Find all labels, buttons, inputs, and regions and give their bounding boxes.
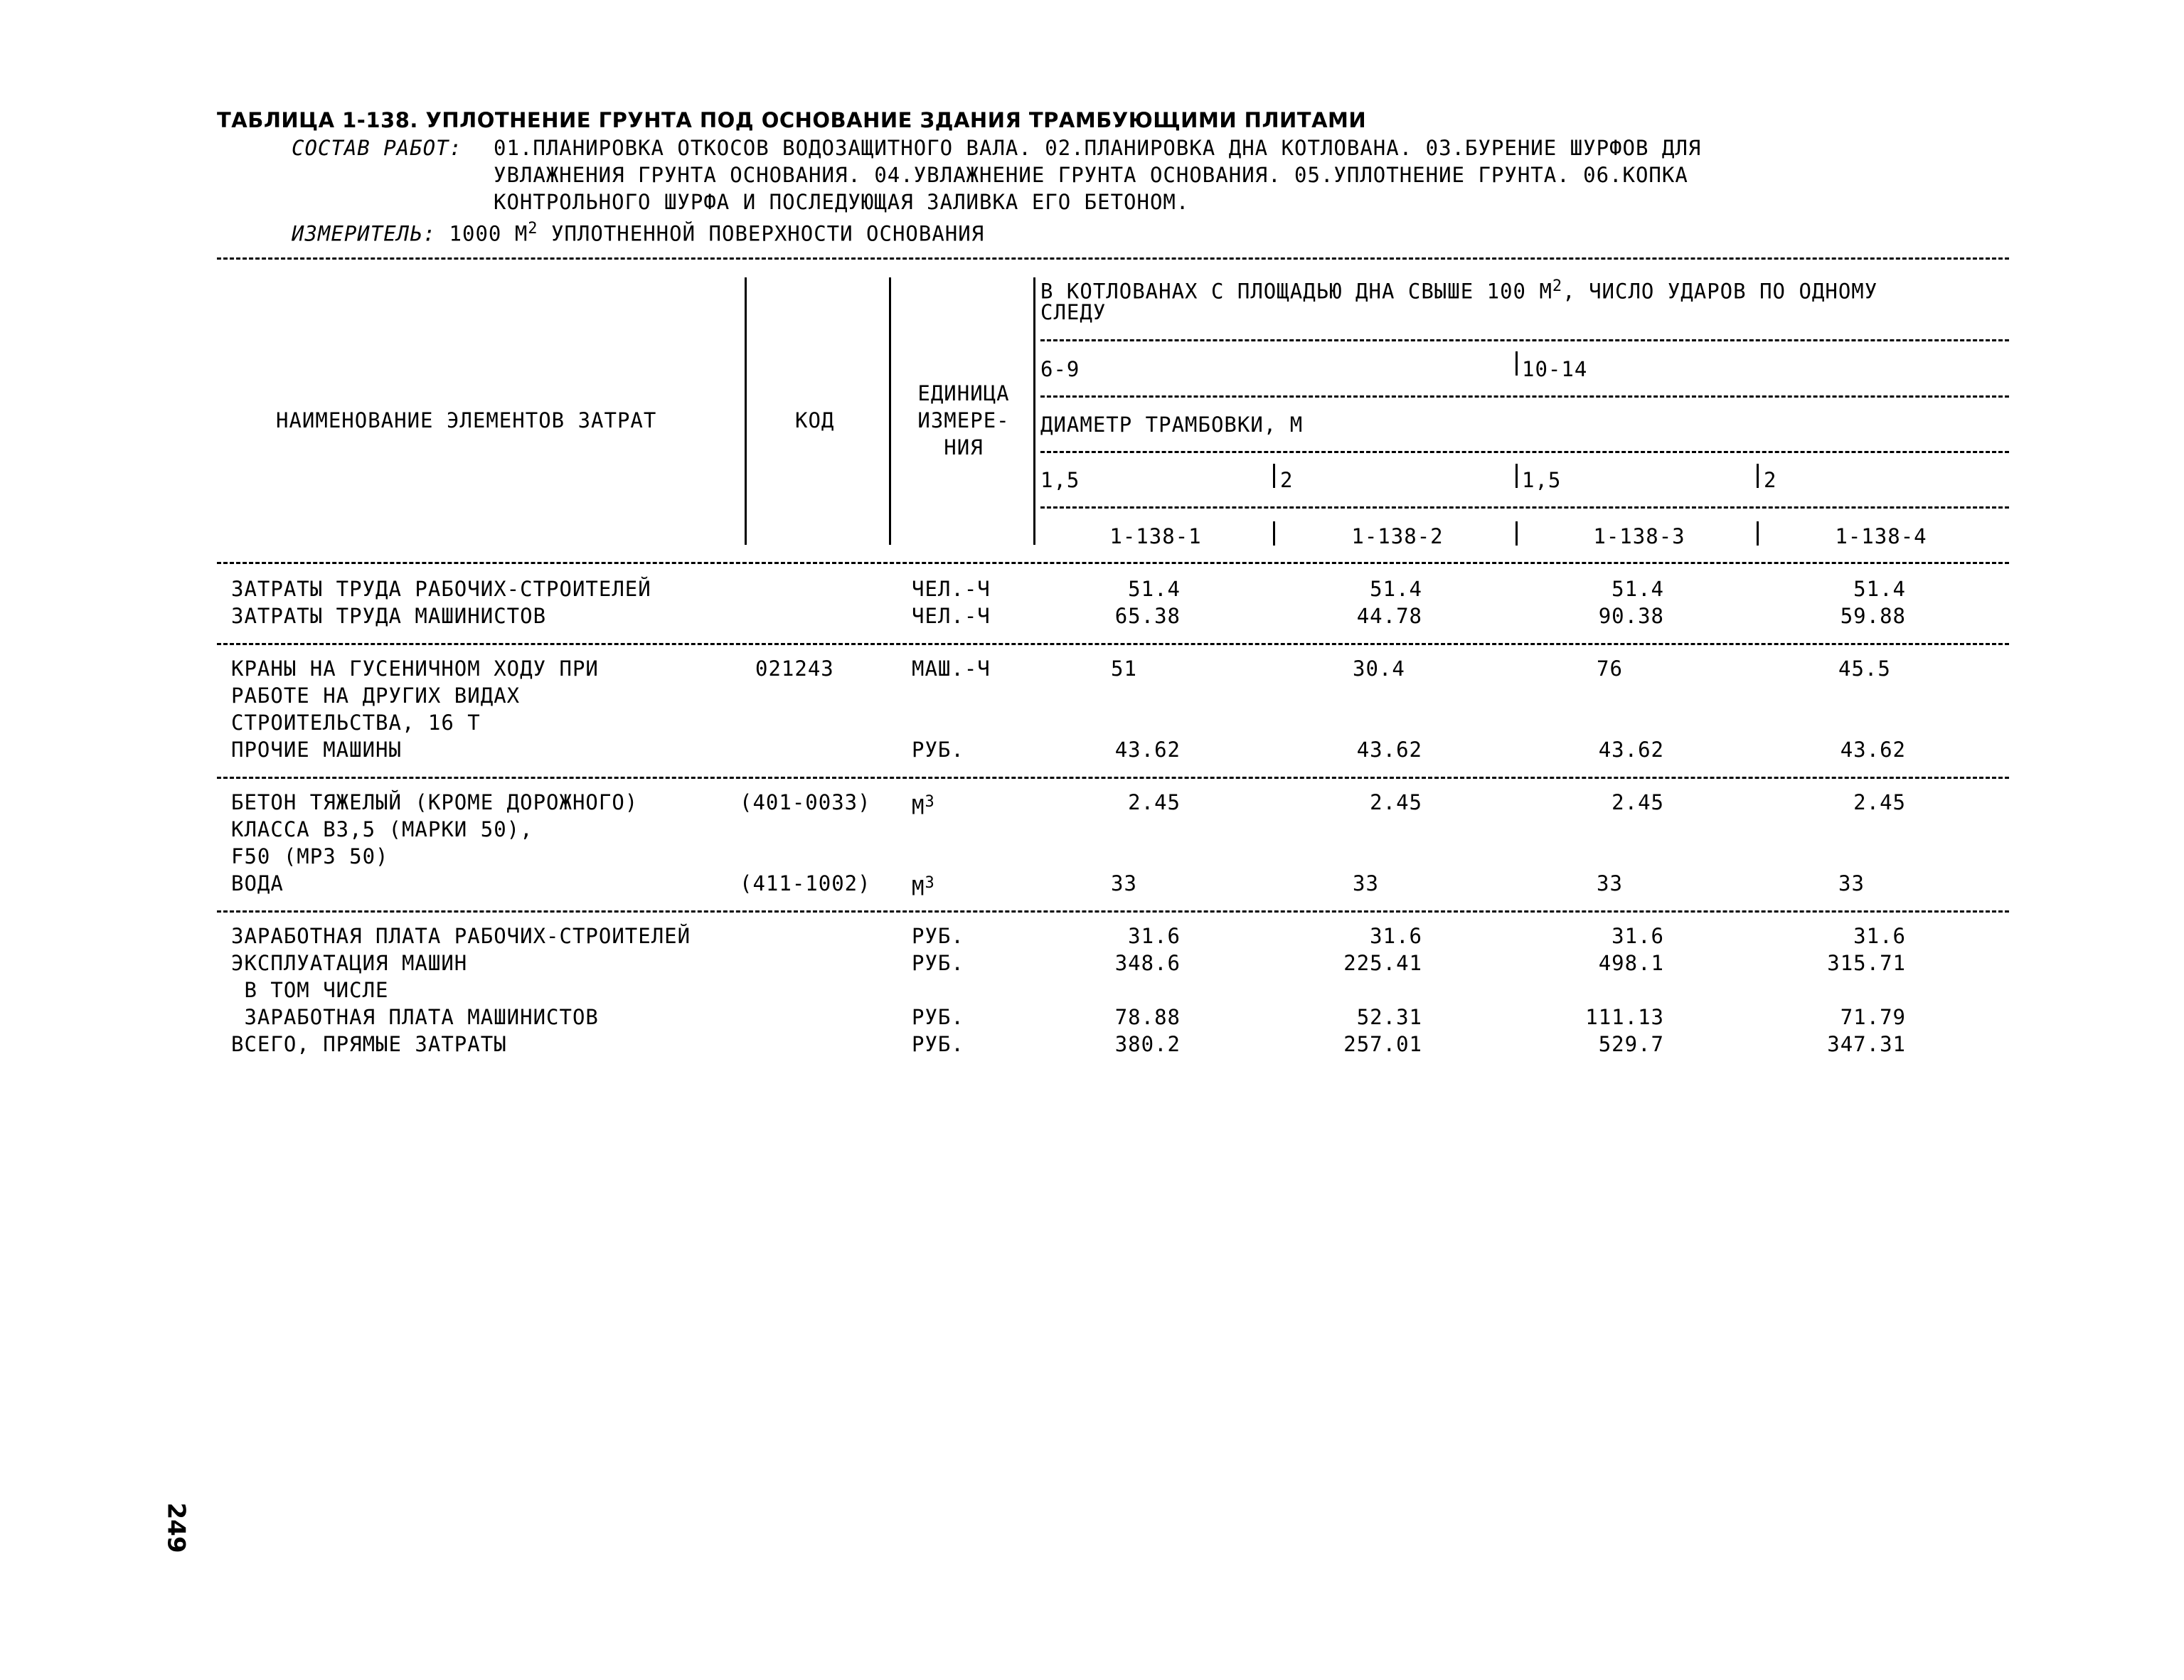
- work-composition-line-3: КОНТРОЛЬНОГО ШУРФА И ПОСЛЕДУЮЩАЯ ЗАЛИВКА ЕГО БЕТОНОМ.: [494, 190, 1190, 214]
- page-number: 249: [161, 1502, 191, 1553]
- row-unit: [912, 871, 935, 900]
- header-unit-2: ИЗМЕРЕ-: [917, 408, 1010, 432]
- header-code-3: 1-138-3: [1593, 524, 1685, 548]
- rule-group-2: [217, 777, 2009, 779]
- header-code-2: 1-138-2: [1351, 524, 1444, 548]
- row-value-3: 31.6: [1612, 924, 1664, 948]
- row-value-2: 30.4: [1353, 656, 1405, 681]
- row-unit: ЧЕЛ.-Ч: [912, 577, 991, 601]
- row-value-3: 498.1: [1598, 951, 1664, 975]
- rule-group-1: [217, 643, 2009, 645]
- row-value-4: 45.5: [1838, 656, 1891, 681]
- row-value-2: 52.31: [1356, 1005, 1422, 1029]
- rule-header-bottom: [217, 562, 2009, 564]
- row-unit: РУБ.: [912, 1032, 964, 1056]
- row-unit: РУБ.: [912, 738, 964, 762]
- header-code-4: 1-138-4: [1835, 524, 1927, 548]
- row-value-2: 51.4: [1370, 577, 1422, 601]
- table-title: ТАБЛИЦА 1-138. УПЛОТНЕНИЕ ГРУНТА ПОД ОСНОВАНИЕ ЗДАНИЯ ТРАМБУЮЩИМИ ПЛИТАМИ: [217, 108, 1367, 132]
- row-name: ЗАТРАТЫ ТРУДА РАБОЧИХ-СТРОИТЕЛЕЙ: [231, 577, 651, 601]
- row-value-1: 33: [1111, 871, 1137, 895]
- row-value-1: 348.6: [1114, 951, 1181, 975]
- row-value-4: 315.71: [1827, 951, 1906, 975]
- row-value-2: 33: [1353, 871, 1379, 895]
- measure-label: ИЗМЕРИТЕЛЬ:: [292, 221, 437, 246]
- unit-sup: 3: [925, 793, 935, 811]
- row-value-1: 65.38: [1114, 604, 1181, 628]
- row-value-4: 2.45: [1853, 790, 1906, 814]
- rule-h3: [1040, 451, 2009, 453]
- col-sep-d4: [1757, 464, 1759, 488]
- header-group-c: СЛЕДУ: [1040, 300, 1107, 324]
- row-value-4: 347.31: [1827, 1032, 1906, 1056]
- col-sep-d3: [1516, 464, 1518, 488]
- row-value-2: 257.01: [1343, 1032, 1422, 1056]
- row-value-2: 43.62: [1356, 738, 1422, 762]
- header-unit-1: ЕДИНИЦА: [917, 381, 1010, 405]
- header-unit-3: НИЯ: [944, 435, 984, 459]
- row-value-1: 31.6: [1128, 924, 1181, 948]
- measure-value: 1000 М: [449, 221, 528, 246]
- row-value-4: 51.4: [1853, 577, 1906, 601]
- row-name-continued: F50 (МРЗ 50): [231, 844, 389, 868]
- header-group-a: В КОТЛОВАНАХ С ПЛОЩАДЬЮ ДНА СВЫШЕ 100 М: [1040, 279, 1552, 304]
- rule-group-3: [217, 910, 2009, 913]
- col-sep-c4: [1757, 521, 1759, 546]
- col-sep-c2: [1273, 521, 1275, 546]
- row-value-4: 31.6: [1853, 924, 1906, 948]
- header-diam-4: 2: [1764, 468, 1777, 492]
- rule-h4: [1040, 506, 2009, 509]
- header-blows-2: 10-14: [1522, 357, 1588, 381]
- row-value-2: 225.41: [1343, 951, 1422, 975]
- row-value-3: 529.7: [1598, 1032, 1664, 1056]
- col-sep-c3: [1516, 521, 1518, 546]
- row-code: (411-1002): [740, 871, 871, 895]
- row-name: ВОДА: [231, 871, 284, 895]
- row-name: ЗАРАБОТНАЯ ПЛАТА МАШИНИСТОВ: [231, 1005, 599, 1029]
- unit-text: М: [912, 876, 925, 900]
- row-name-including: В ТОМ ЧИСЛЕ: [231, 978, 389, 1002]
- header-code: КОД: [795, 408, 835, 432]
- unit-text: М: [912, 794, 925, 819]
- row-value-3: 33: [1597, 871, 1623, 895]
- row-unit: РУБ.: [912, 951, 964, 975]
- row-unit: РУБ.: [912, 1005, 964, 1029]
- header-name: НАИМЕНОВАНИЕ ЭЛЕМЕНТОВ ЗАТРАТ: [276, 408, 657, 432]
- unit-sup: 3: [925, 874, 935, 892]
- col-sep-blows: [1516, 351, 1518, 376]
- col-sep-name: [745, 277, 747, 545]
- row-unit: ЧЕЛ.-Ч: [912, 604, 991, 628]
- row-name-continued: КЛАССА В3,5 (МАРКИ 50),: [231, 817, 533, 841]
- row-value-3: 43.62: [1598, 738, 1664, 762]
- row-value-1: 51.4: [1128, 577, 1181, 601]
- row-value-4: 33: [1838, 871, 1865, 895]
- row-value-3: 51.4: [1612, 577, 1664, 601]
- row-unit: [912, 790, 935, 819]
- header-group-b: , ЧИСЛО УДАРОВ ПО ОДНОМУ: [1562, 279, 1878, 304]
- work-composition-line-2: УВЛАЖНЕНИЯ ГРУНТА ОСНОВАНИЯ. 04.УВЛАЖНЕНИЕ ГРУНТА ОСНОВАНИЯ. 05.УПЛОТНЕНИЕ ГРУНТА. 06.КОПКА: [494, 163, 1688, 187]
- measure-line: [292, 217, 984, 246]
- row-value-3: 90.38: [1598, 604, 1664, 628]
- rule-h1: [1040, 339, 2009, 341]
- row-value-3: 111.13: [1585, 1005, 1664, 1029]
- header-diam-1: 1,5: [1040, 468, 1080, 492]
- col-sep-d2: [1273, 464, 1275, 488]
- row-value-4: 71.79: [1840, 1005, 1906, 1029]
- row-value-1: 78.88: [1114, 1005, 1181, 1029]
- measure-sup: 2: [528, 220, 538, 238]
- row-unit: МАШ.-Ч: [912, 656, 991, 681]
- col-sep-code: [889, 277, 891, 545]
- header-group: [1040, 275, 1877, 304]
- row-unit: РУБ.: [912, 924, 964, 948]
- row-value-2: 2.45: [1370, 790, 1422, 814]
- row-name: ЗАТРАТЫ ТРУДА МАШИНИСТОВ: [231, 604, 547, 628]
- header-blows-1: 6-9: [1040, 357, 1080, 381]
- header-diam-2: 2: [1280, 468, 1294, 492]
- header-code-1: 1-138-1: [1109, 524, 1202, 548]
- row-code: (401-0033): [740, 790, 871, 814]
- row-value-4: 43.62: [1840, 738, 1906, 762]
- row-value-2: 31.6: [1370, 924, 1422, 948]
- row-name-continued: РАБОТЕ НА ДРУГИХ ВИДАХ: [231, 684, 521, 708]
- work-composition-line-1: 01.ПЛАНИРОВКА ОТКОСОВ ВОДОЗАЩИТНОГО ВАЛА. 02.ПЛАНИРОВКА ДНА КОТЛОВАНА. 03.БУРЕНИЕ ШУРФОВ ДЛЯ: [494, 136, 1702, 160]
- row-name: ВСЕГО, ПРЯМЫЕ ЗАТРАТЫ: [231, 1032, 507, 1056]
- measure-value-rest: УПЛОТНЕННОЙ ПОВЕРХНОСТИ ОСНОВАНИЯ: [538, 221, 985, 246]
- row-name: ЗАРАБОТНАЯ ПЛАТА РАБОЧИХ-СТРОИТЕЛЕЙ: [231, 924, 691, 948]
- col-sep-unit: [1033, 277, 1035, 545]
- row-value-3: 2.45: [1612, 790, 1664, 814]
- row-name: ПРОЧИЕ МАШИНЫ: [231, 738, 402, 762]
- row-value-2: 44.78: [1356, 604, 1422, 628]
- row-value-1: 380.2: [1114, 1032, 1181, 1056]
- row-value-4: 59.88: [1840, 604, 1906, 628]
- row-name: ЭКСПЛУАТАЦИЯ МАШИН: [231, 951, 468, 975]
- header-group-sup: 2: [1552, 277, 1563, 295]
- row-value-1: 2.45: [1128, 790, 1181, 814]
- rule-h2: [1040, 395, 2009, 398]
- work-composition-label: СОСТАВ РАБОТ:: [292, 136, 462, 160]
- row-value-1: 51: [1111, 656, 1137, 681]
- row-value-1: 43.62: [1114, 738, 1181, 762]
- row-value-3: 76: [1597, 656, 1623, 681]
- rule-top: [217, 257, 2009, 260]
- row-name: БЕТОН ТЯЖЕЛЫЙ (КРОМЕ ДОРОЖНОГО): [231, 790, 639, 814]
- header-diam-label: ДИАМЕТР ТРАМБОВКИ, М: [1040, 413, 1304, 437]
- row-name-continued: СТРОИТЕЛЬСТВА, 16 Т: [231, 711, 481, 735]
- header-diam-3: 1,5: [1522, 468, 1562, 492]
- row-name: КРАНЫ НА ГУСЕНИЧНОМ ХОДУ ПРИ: [231, 656, 599, 681]
- row-code: 021243: [755, 656, 834, 681]
